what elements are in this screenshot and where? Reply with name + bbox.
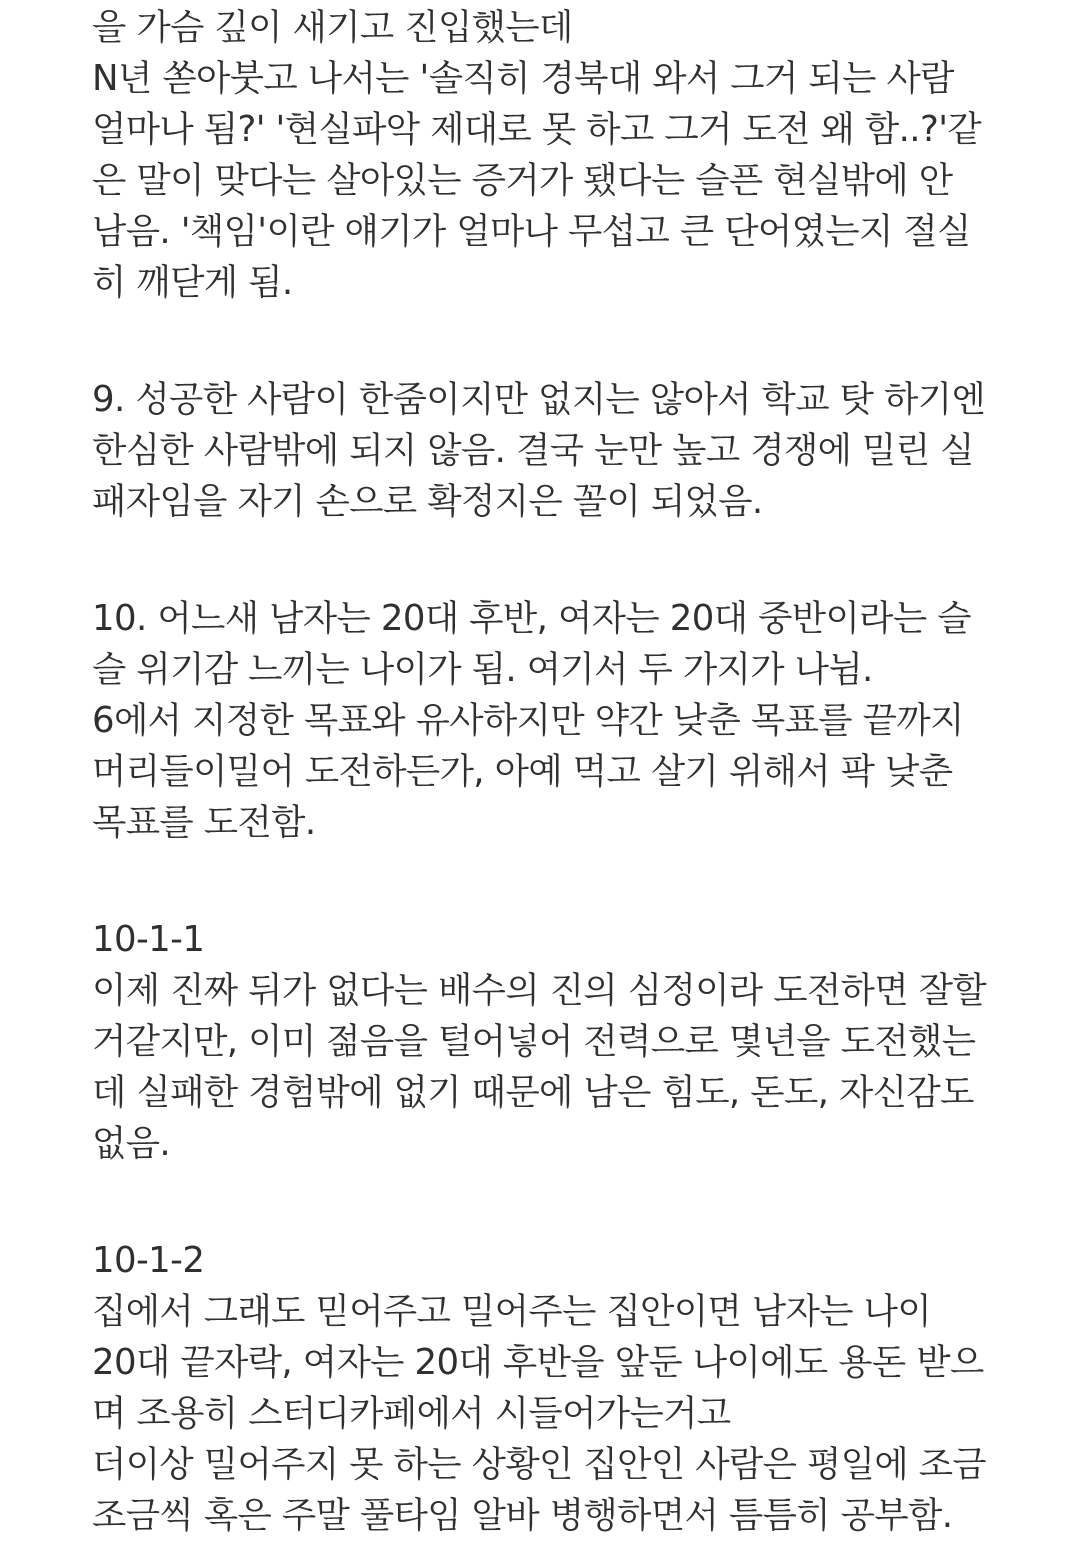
paragraph-10-1-2 xyxy=(92,1235,1072,1541)
paragraph-gap xyxy=(92,1169,1072,1235)
text-line: 20대 끝자락, 여자는 20대 후반을 앞둔 나이에도 용돈 받으 xyxy=(92,1342,984,1383)
text-line: 히 깨닫게 됨. xyxy=(92,262,293,303)
text-line: 없음. xyxy=(92,1123,171,1164)
text-line: 조금씩 혹은 주말 풀타임 알바 병행하면서 틈틈히 공부함. xyxy=(92,1495,953,1536)
section-heading: 10-1-2 xyxy=(92,1240,205,1281)
paragraph-10-1-1 xyxy=(92,914,1072,1169)
text-line: 얼마나 됨?' '현실파악 제대로 못 하고 그거 도전 왜 함..?'같 xyxy=(92,109,982,150)
text-line: 머리들이밀어 도전하든가, 아예 먹고 살기 위해서 팍 낮춘 xyxy=(92,751,953,792)
text-line: 데 실패한 경험밖에 없기 때문에 남은 힘도, 돈도, 자신감도 xyxy=(92,1072,974,1113)
text-line: 한심한 사람밖에 되지 않음. 결국 눈만 높고 경쟁에 밀린 실 xyxy=(92,430,974,471)
text-line: 은 말이 맞다는 살아있는 증거가 됐다는 슬픈 현실밖에 안 xyxy=(92,160,953,201)
text-line: 이제 진짜 뒤가 없다는 배수의 진의 심정이라 도전하면 잘할 xyxy=(92,970,987,1011)
text-line: 목표를 도전함. xyxy=(92,802,316,843)
paragraph-gap xyxy=(92,527,1072,593)
text-line: 더이상 밀어주지 못 하는 상황인 집안인 사람은 평일에 조금 xyxy=(92,1444,987,1485)
paragraph-gap xyxy=(92,308,1072,374)
post-body xyxy=(92,0,1072,1541)
text-line: 며 조용히 스터디카페에서 시들어가는거고 xyxy=(92,1393,731,1434)
text-line: 슬 위기감 느끼는 나이가 됨. 여기서 두 가지가 나뉨. xyxy=(92,649,873,690)
text-line: 남음. '책임'이란 얘기가 얼마나 무섭고 큰 단어였는지 절실 xyxy=(92,211,971,252)
paragraph-9 xyxy=(92,374,1072,527)
paragraph-10 xyxy=(92,593,1072,848)
text-line: 10. 어느새 남자는 20대 후반, 여자는 20대 중반이라는 슬 xyxy=(92,598,971,639)
text-line: 9. 성공한 사람이 한줌이지만 없지는 않아서 학교 탓 하기엔 xyxy=(92,379,986,420)
text-line: 패자임을 자기 손으로 확정지은 꼴이 되었음. xyxy=(92,481,763,522)
text-line: 을 가슴 깊이 새기고 진입했는데 xyxy=(92,7,573,48)
text-line: N년 쏟아붓고 나서는 '솔직히 경북대 와서 그거 되는 사람 xyxy=(92,58,954,99)
section-heading: 10-1-1 xyxy=(92,919,205,960)
text-line: 거같지만, 이미 젊음을 털어넣어 전력으로 몇년을 도전했는 xyxy=(92,1021,976,1062)
text-line: 집에서 그래도 믿어주고 밀어주는 집안이면 남자는 나이 xyxy=(92,1291,932,1332)
paragraph-gap xyxy=(92,848,1072,914)
text-line: 6에서 지정한 목표와 유사하지만 약간 낮춘 목표를 끝까지 xyxy=(92,700,964,741)
paragraph-intro xyxy=(92,2,1072,308)
